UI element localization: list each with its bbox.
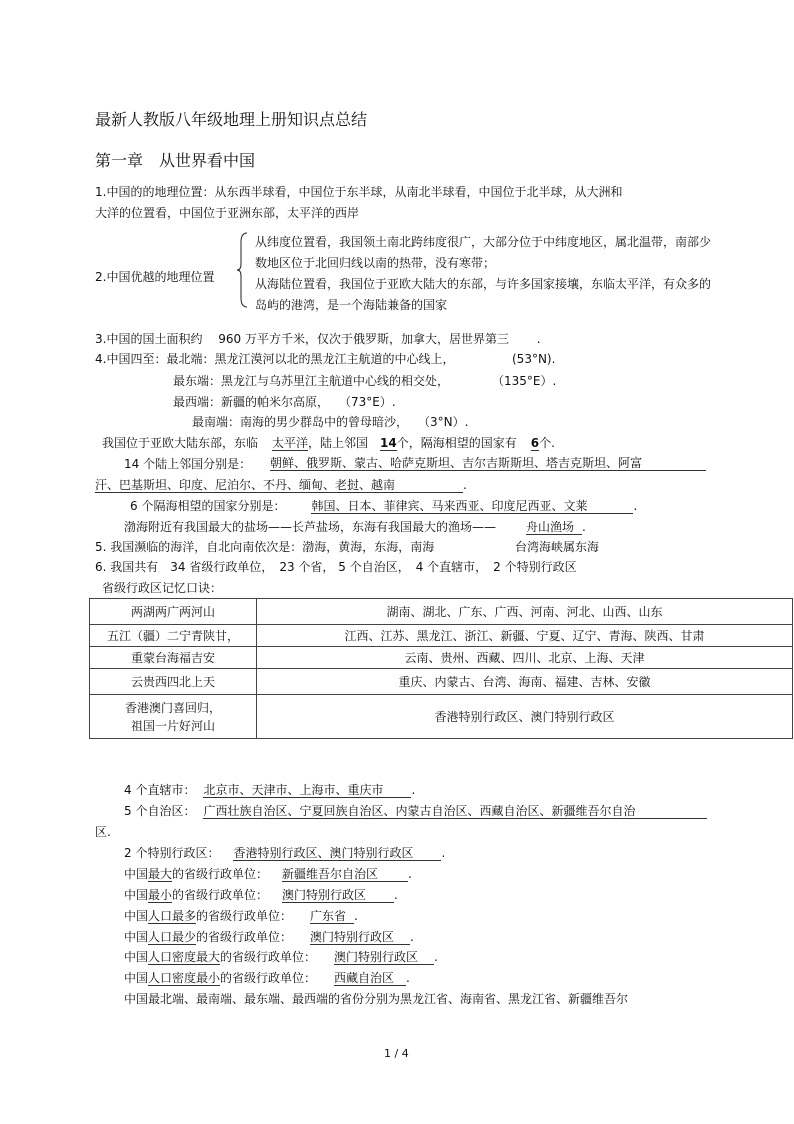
northmost-coord: (53°N). <box>512 352 556 366</box>
municipalities-list: 北京市、天津市、上海市、重庆市 <box>203 784 411 798</box>
land-neighbors-list-2: 汗、巴基斯坦、印度、尼泊尔、不丹、缅甸、老挝、越南 . <box>95 478 467 492</box>
neighbors-text-4: 个. <box>539 436 555 450</box>
fact-answer: 澳门特别行政区 <box>282 889 394 903</box>
section-2-label: 2.中国优越的地理位置 <box>95 270 215 284</box>
fact-line: 中国人口密度最小的省级行政单位： 西藏自治区 . <box>124 971 410 985</box>
section-2-line-1: 从纬度位置看，我国领土南北跨纬度很广，大部分位于中纬度地区，属北温带，南部少 <box>255 235 712 249</box>
neighbors-summary <box>102 436 555 451</box>
section-2-line-4: 岛屿的港湾，是一个海陆兼备的国家 <box>255 298 448 312</box>
section-6: 6. 我国共有 34 省级行政单位， 23 个省， 5 个自治区， 4 个直辖市， 2 个特别行政区 <box>95 560 577 574</box>
fact-line: 中国最大的省级行政单位： 新疆维吾尔自治区 . <box>124 867 412 881</box>
fact-line: 中国人口最少的省级行政单位： 澳门特别行政区 . <box>124 930 414 944</box>
provinces-cell: 云南、贵州、西藏、四川、北京、上海、天津 <box>257 647 793 669</box>
section-3: 3.中国的国土面积约 960 万平方千米，仅次于俄罗斯，加拿大，居世界第三 . <box>95 332 541 346</box>
sar-line: 2 个特别行政区： 香港特别行政区、澳门特别行政区 . <box>124 846 446 860</box>
westmost-coord: （73°E）. <box>339 395 396 409</box>
section-1-line-1: 1.中国的的地理位置：从东西半球看，中国位于东半球，从南北半球看，中国位于北半球，从大洲和 <box>95 185 623 199</box>
land-neighbors-label: 14 个陆上邻国分别是： <box>124 457 252 471</box>
autonomous-regions-line <box>124 804 707 819</box>
eastmost-coord: （135°E）. <box>492 374 557 388</box>
section-5: 5. 我国濒临的海洋，自北向南依次是：渤海，黄海，东海，南海 <box>95 540 435 554</box>
autonomous-tail: 区. <box>95 825 111 839</box>
province-mnemonic-table <box>89 598 793 739</box>
fact-text: 的省级行政单位： <box>172 888 269 902</box>
land-neighbors-list-1: 朝鲜、俄罗斯、蒙古、哈萨克斯坦、吉尔吉斯斯坦、塔吉克斯坦、阿富 <box>270 457 706 471</box>
fishery-answer: 舟山渔场 <box>526 521 582 535</box>
rhyme-cell: 五江（疆）二宁青陕甘， <box>90 625 257 647</box>
fact-prefix: 中国 <box>124 930 149 944</box>
fact-key: 人口密度最小 <box>148 971 221 985</box>
fact-prefix: 中国 <box>124 950 149 964</box>
fact-text: 的省级行政单位： <box>172 867 269 881</box>
fact-prefix: 中国 <box>124 888 149 902</box>
fact-line: 中国人口最多的省级行政单位： 广东省 . <box>124 909 358 923</box>
rhyme-line-2: 祖国一片好河山 <box>130 718 215 733</box>
fact-key: 人口最少 <box>148 930 197 944</box>
land-neighbor-count: 14 <box>380 436 397 450</box>
table-row <box>90 599 793 625</box>
southmost-coord: （3°N）. <box>418 415 469 429</box>
fact-line: 中国人口密度最大的省级行政单位： 澳门特别行政区 . <box>124 950 438 964</box>
fact-key: 最大 <box>148 867 173 881</box>
fact-text: 的省级行政单位： <box>196 909 293 923</box>
sea-neighbors-label: 6 个隔海相望的国家分别是： <box>130 499 286 513</box>
fact-answer: 澳门特别行政区 <box>334 951 434 965</box>
northmost-label: 4.中国四至：最北端：黑龙江漠河以北的黑龙江主航道的中心线上， <box>95 352 455 366</box>
sar-label: 2 个特别行政区： <box>124 846 220 860</box>
rhyme-cell: 两湖两广两河山 <box>90 599 257 625</box>
rhyme-cell <box>90 695 257 739</box>
eastmost-label: 最东端：黑龙江与乌苏里江主航道中心线的相交处， <box>173 374 450 388</box>
section-2-line-2: 数地区位于北回归线以南的热带，没有寒带； <box>255 256 496 270</box>
rhyme-cell: 重蒙台海福吉安 <box>90 647 257 669</box>
table-row <box>90 669 793 695</box>
table-row <box>90 695 793 739</box>
neighbors-text-3: 个，隔海相望的国家有 <box>396 436 517 450</box>
fact-text: 的省级行政单位： <box>220 950 317 964</box>
fact-answer: 广东省 <box>310 910 354 924</box>
bohai-line: 渤海附近有我国最大的盐场——长芦盐场，东海有我国最大的渔场—— 舟山渔场 . <box>124 520 586 534</box>
neighbors-text-2: ，陆上邻国 <box>308 436 369 450</box>
fact-key: 人口最多 <box>148 909 197 923</box>
extreme-provinces-line: 中国最北端、最南端、最东端、最西端的省份分别为黑龙江省、海南省、黑龙江省、新疆维吾尔 <box>124 992 629 1006</box>
fact-line: 中国最小的省级行政单位： 澳门特别行政区 . <box>124 888 398 902</box>
fact-prefix: 中国 <box>124 971 149 985</box>
fact-prefix: 中国 <box>124 867 149 881</box>
fact-answer: 澳门特别行政区 <box>310 931 410 945</box>
sea-neighbors-list: 韩国、日本、菲律宾、马来西亚、印度尼西亚、文莱 <box>311 500 633 514</box>
document-title: 最新人教版八年级地理上册知识点总结 <box>95 110 368 129</box>
fact-text: 的省级行政单位： <box>196 930 293 944</box>
neighbors-text-1: 我国位于亚欧大陆东部，东临 <box>102 436 259 450</box>
westmost-label: 最西端：新疆的帕米尔高原， <box>173 395 330 409</box>
rhyme-line-1: 香港澳门喜回归， <box>124 700 221 715</box>
autonomous-label: 5 个自治区： <box>124 804 196 818</box>
fact-key: 最小 <box>148 888 173 902</box>
sea-neighbors: 6 个隔海相望的国家分别是： 韩国、日本、菲律宾、马来西亚、印度尼西亚、文莱 . <box>130 499 638 513</box>
municipalities-label: 4 个直辖市： <box>124 783 196 797</box>
section-5-note: 台湾海峡属东海 <box>515 540 600 554</box>
southmost-label: 最南端：南海的男少群岛中的曾母暗沙， <box>192 415 409 429</box>
fact-text: 的省级行政单位： <box>220 971 317 985</box>
mnemonic-label: 省级行政区记忆口诀： <box>102 581 223 595</box>
chapter-heading: 第一章 从世界看中国 <box>95 151 256 170</box>
section-1-line-2: 大洋的位置看，中国位于亚洲东部，太平洋的西岸 <box>95 206 360 220</box>
land-neighbors-list-2-text: 汗、巴基斯坦、印度、尼泊尔、不丹、缅甸、老挝、越南 <box>95 479 463 493</box>
sea-neighbor-count: 6 <box>530 436 540 450</box>
rhyme-cell: 云贵西四北上天 <box>90 669 257 695</box>
table-row <box>90 647 793 669</box>
bohai-text: 渤海附近有我国最大的盐场——长芦盐场，东海有我国最大的渔场—— <box>124 520 497 534</box>
fact-prefix: 中国 <box>124 909 149 923</box>
section-2-line-3: 从海陆位置看，我国位于亚欧大陆大的东部，与许多国家接壤，东临太平洋，有众多的 <box>255 277 712 291</box>
table-row <box>90 625 793 647</box>
fact-answer: 西藏自治区 <box>334 972 406 986</box>
fact-answer: 新疆维吾尔自治区 <box>282 868 408 882</box>
provinces-cell: 重庆、内蒙古、台湾、海南、福建、吉林、安徽 <box>257 669 793 695</box>
provinces-cell: 江西、江苏、黑龙江、浙江、新疆、宁夏、辽宁、青海、陕西、甘肃 <box>257 625 793 647</box>
fact-key: 人口密度最大 <box>148 950 221 964</box>
ocean-answer: 太平洋 <box>272 436 309 450</box>
provinces-cell: 香港特别行政区、澳门特别行政区 <box>257 695 793 739</box>
municipalities-line: 4 个直辖市： 北京市、天津市、上海市、重庆市 . <box>124 783 416 797</box>
provinces-cell: 湖南、湖北、广东、广西、河南、河北、山西、山东 <box>257 599 793 625</box>
sar-list: 香港特别行政区、澳门特别行政区 <box>233 847 441 861</box>
page-number: 1 / 4 <box>384 1047 409 1060</box>
brace-icon <box>236 232 248 308</box>
autonomous-list: 广西壮族自治区、宁夏回族自治区、内蒙古自治区、西藏自治区、新疆维吾尔自治 <box>203 805 707 819</box>
